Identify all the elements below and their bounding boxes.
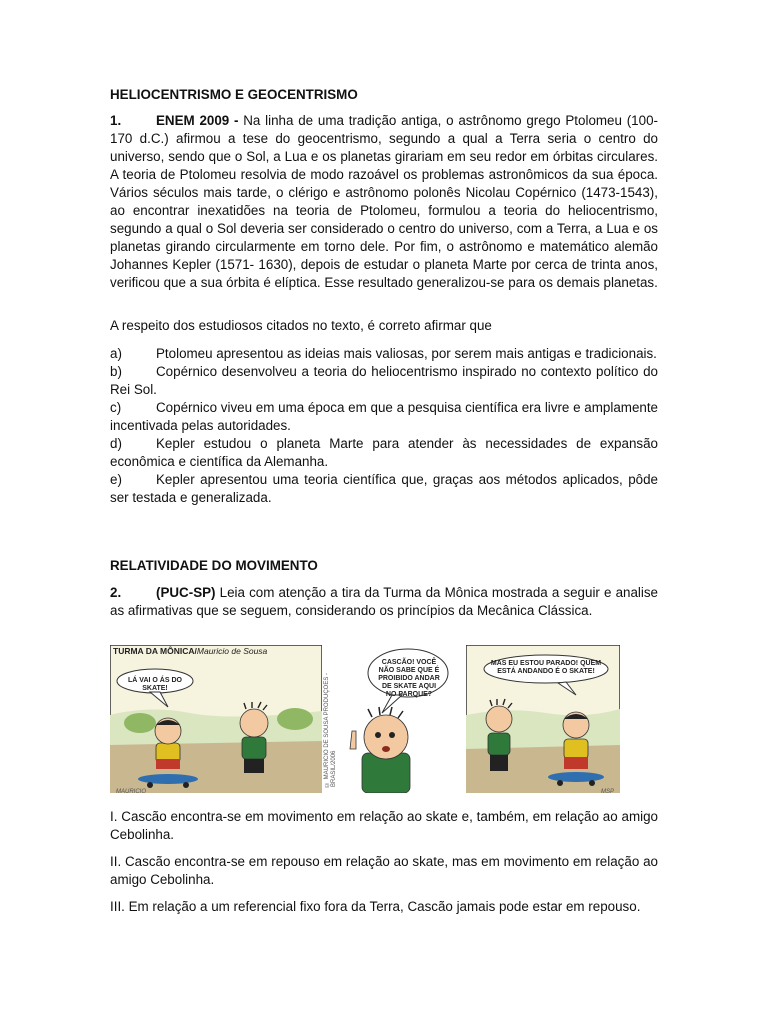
comic-credit: © MAURICIO DE SOUSA PRODUÇÕES - BRASIL/2006 — [324, 672, 337, 787]
panel-2-balloon: CASCÃO! VOCÊ NÃO SABE QUE É PROIBIDO ANDAR DE SKATE AQUI NO PARQUE? — [378, 659, 440, 698]
statement-2 — [110, 853, 658, 889]
section-heliocentrismo — [110, 86, 658, 104]
option-letter: e) — [110, 472, 122, 487]
section-title: HELIOCENTRISMO E GEOCENTRISMO — [110, 87, 358, 102]
option-letter: b) — [110, 364, 122, 379]
comic-panel-1 — [110, 645, 322, 793]
option-text: Kepler estudou o planeta Marte para atender às necessidades de expansão econômica e científica da Alemanha. — [110, 436, 658, 469]
question-source: ENEM 2009 - — [156, 113, 239, 128]
comic-panel-2 — [322, 645, 450, 793]
option-a — [110, 345, 658, 363]
question-2 — [110, 584, 658, 620]
option-text: Ptolomeu apresentou as ideias mais valiosas, por serem mais antigas e tradicionais. — [156, 346, 657, 361]
option-b — [110, 363, 658, 399]
section-title: RELATIVIDADE DO MOVIMENTO — [110, 558, 318, 573]
prompt-text: A respeito dos estudiosos citados no texto, é correto afirmar que — [110, 318, 492, 333]
question-number: 2. — [110, 585, 122, 600]
comic-signature-right: MSP — [600, 789, 614, 793]
question-2-text — [110, 584, 658, 620]
question-body: Na linha de uma tradição antiga, o astrônomo grego Ptolomeu (100-170 d.C.) afirmou a tese do geocentrismo, segundo a qual a Terra seria o centro do universo, sendo que o Sol, a Lua e os planetas girariam em seu redor em órbitas circulares. A teoria de Ptolomeu resolvia de modo razoável os problemas astronômicos da sua época. Vários séculos mais tarde, o clérigo e astrônomo polonês Nicolau Copérnico (1473-1543), ao encontrar inexatidões na teoria de Ptolomeu, formulou a teoria do heliocentrismo, segundo a qual o Sol deveria ser considerado o centro do universo, com a Terra, a Lua e os planetas girando circularmente em torno dele. Por fim, o astrônomo e matemático alemão Johannes Kepler (1571- 1630), depois de estudar o planeta Marte por cerca de trinta anos, verificou que a sua órbita é elíptica. Esse resultado generalizou-se para os demais planetas. — [110, 113, 658, 290]
statement-text: I. Cascão encontra-se em movimento em relação ao skate e, também, em relação ao amigo Cebolinha. — [110, 809, 658, 842]
comic-signature: MAURICIO — [116, 789, 146, 793]
question-1-options — [110, 345, 658, 507]
panel-3-balloon: MAS EU ESTOU PARADO! QUEM ESTÁ ANDANDO É O SKATE! — [490, 660, 602, 675]
statement-1 — [110, 808, 658, 844]
question-1-prompt — [110, 317, 658, 335]
panel-1-drawing — [110, 645, 322, 793]
option-c — [110, 399, 658, 435]
option-text: Kepler apresentou uma teoria científica que, graças aos métodos aplicados, pôde ser testada e generalizada. — [110, 472, 658, 505]
option-letter: a) — [110, 346, 122, 361]
question-body: Leia com atenção a tira da Turma da Mônica mostrada a seguir e analise as afirmativas que se seguem, considerando os princípios da Mecânica Clássica. — [110, 585, 658, 618]
option-d — [110, 435, 658, 471]
comic-strip — [110, 645, 620, 793]
comic-title: TURMA DA MÔNICA/Mauricio de Sousa — [113, 646, 268, 656]
panel-1-balloon: LÁ VAI O ÁS DO SKATE! — [128, 677, 182, 692]
statement-3 — [110, 898, 658, 916]
statement-text: III. Em relação a um referencial fixo fora da Terra, Cascão jamais pode estar em repouso. — [110, 899, 641, 914]
option-text: Copérnico viveu em uma época em que a pesquisa científica era livre e amplamente incentivada pelas autoridades. — [110, 400, 658, 433]
question-number: 1. — [110, 113, 122, 128]
question-1 — [110, 112, 658, 292]
section-relatividade — [110, 557, 658, 575]
statement-text: II. Cascão encontra-se em repouso em relação ao skate, mas em movimento em relação ao amigo Cebolinha. — [110, 854, 658, 887]
comic-panel-3 — [466, 645, 620, 793]
option-text: Copérnico desenvolveu a teoria do heliocentrismo inspirado no contexto político do Rei Sol. — [110, 364, 658, 397]
question-1-text — [110, 112, 658, 292]
option-e — [110, 471, 658, 507]
question-source: (PUC-SP) — [156, 585, 216, 600]
option-letter: c) — [110, 400, 122, 415]
option-letter: d) — [110, 436, 122, 451]
